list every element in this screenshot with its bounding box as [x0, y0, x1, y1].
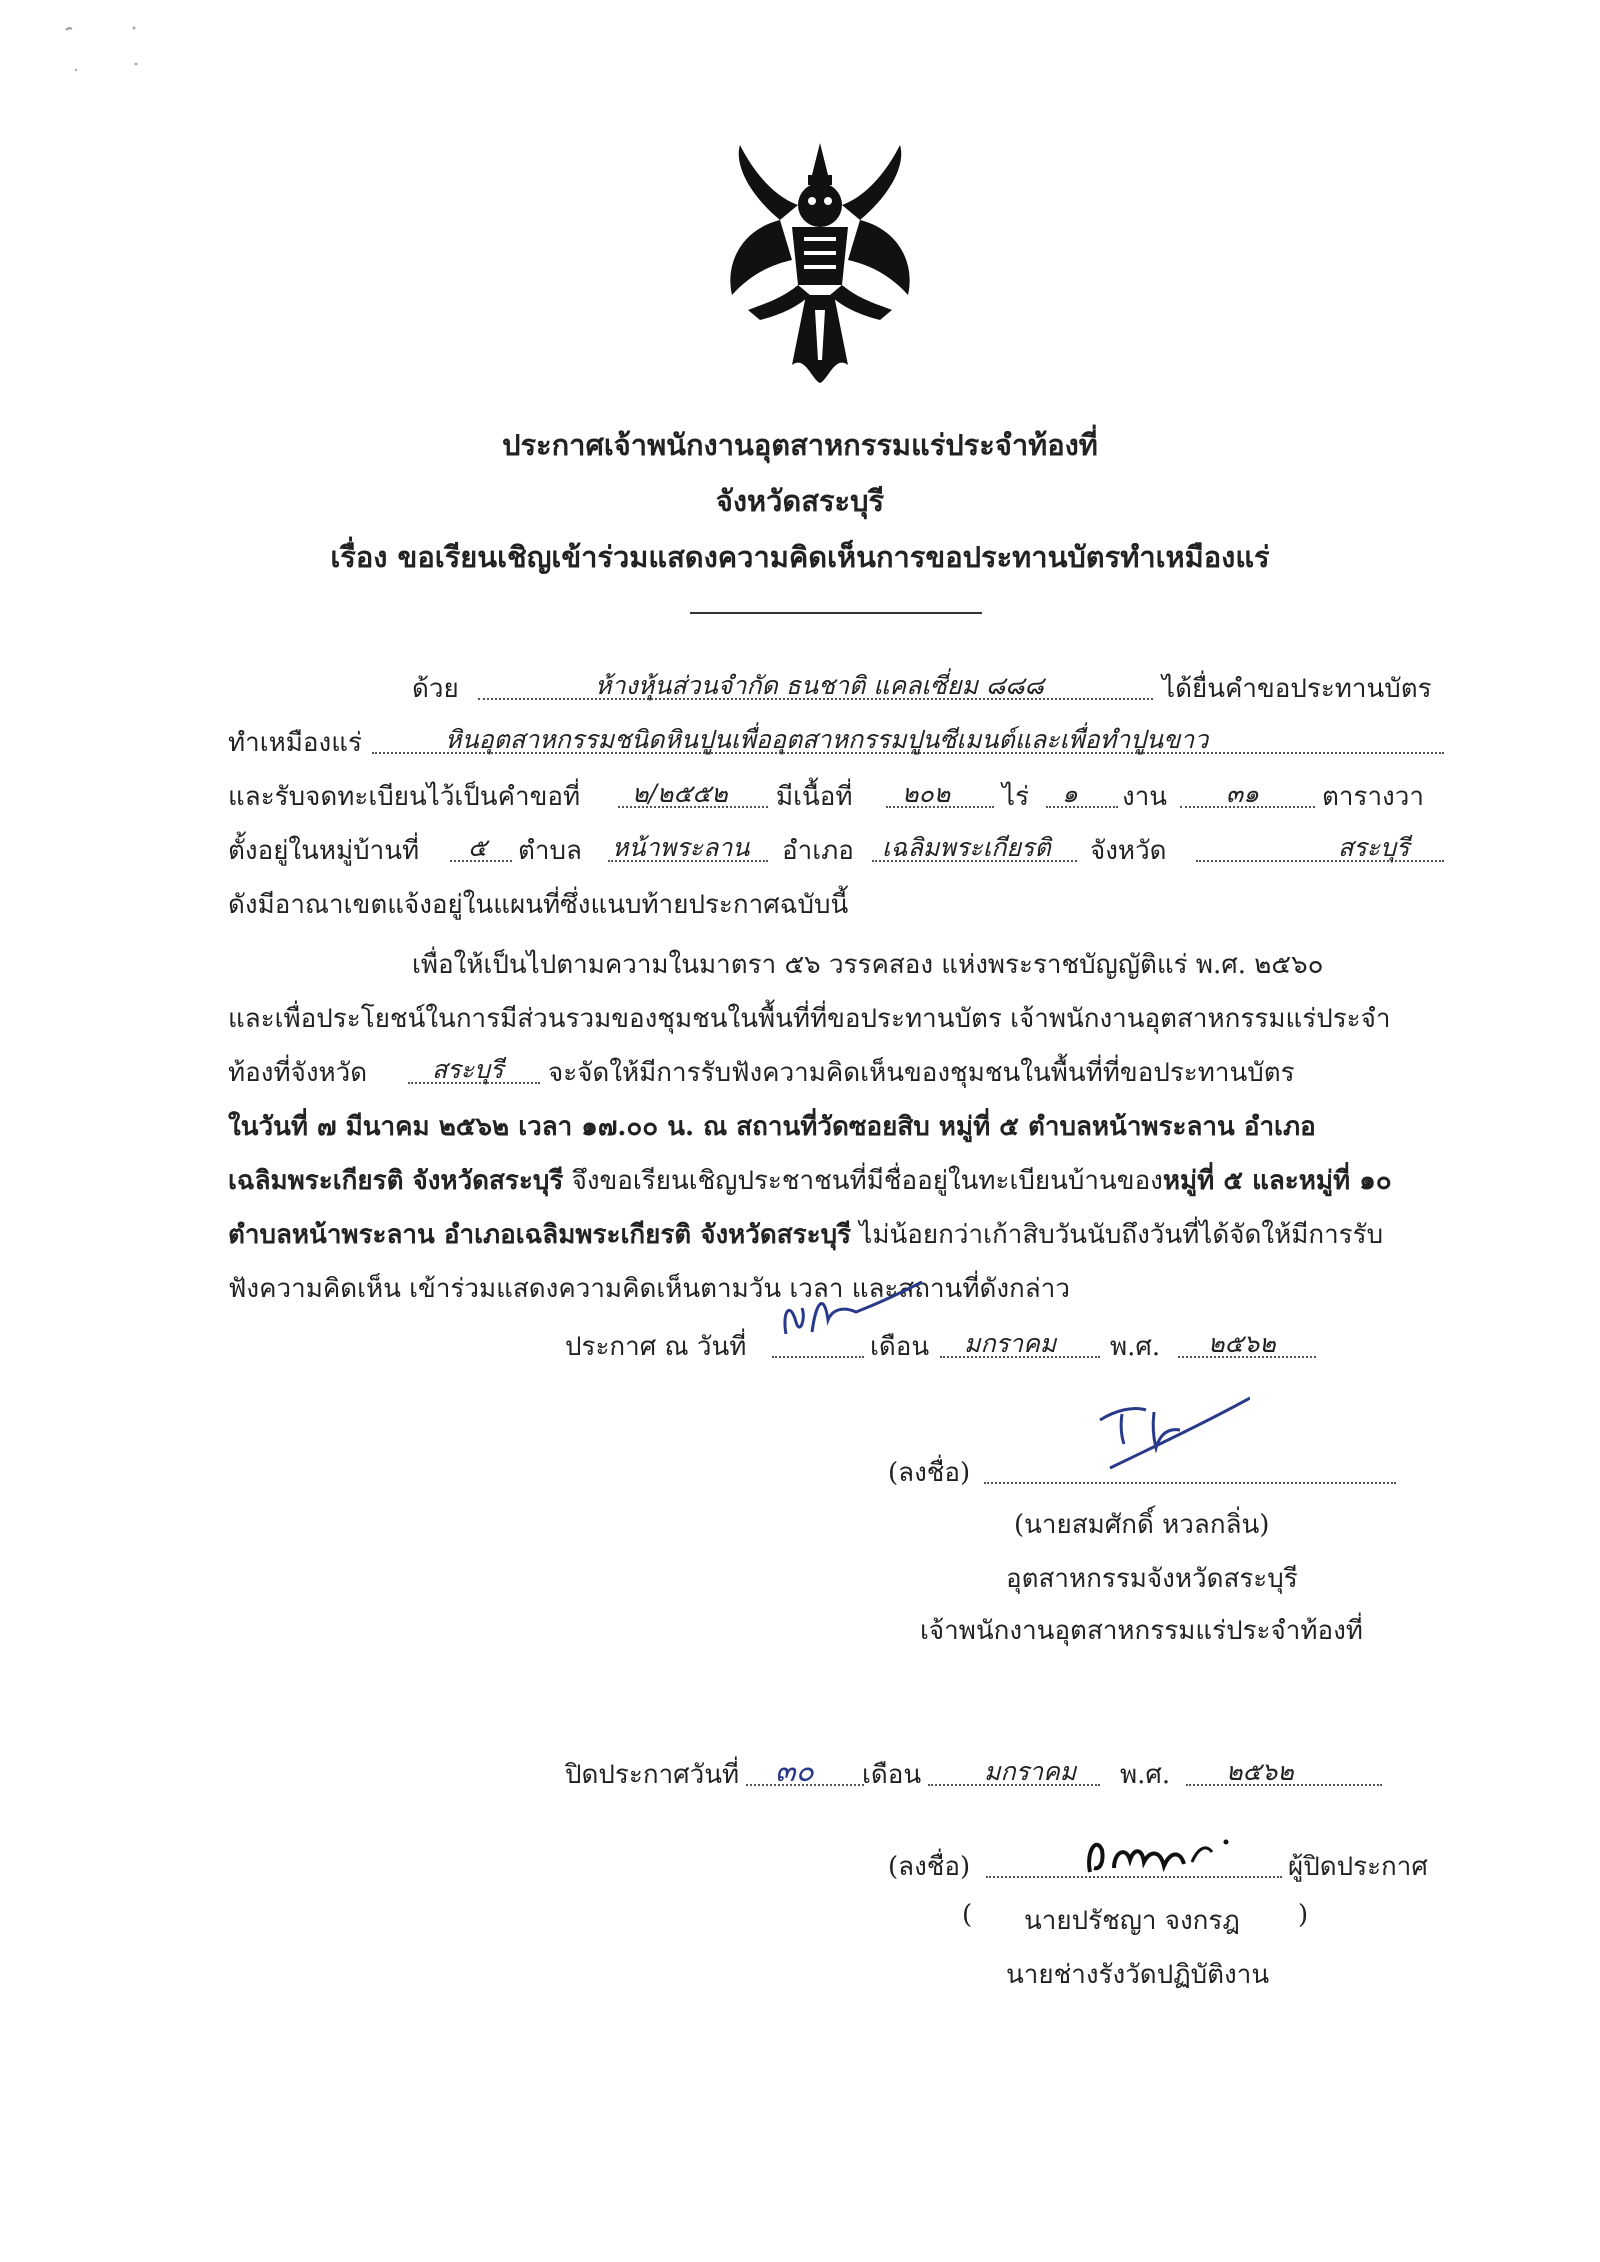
poster-sign-label: (ลงชื่อ) [888, 1852, 971, 1882]
district: เฉลิมพระเกียรติ [882, 833, 1051, 862]
village-number: ๕ [468, 833, 487, 862]
poster-paren-close: ) [1298, 1900, 1309, 1930]
p2-line-1: เพื่อให้เป็นไปตามความในมาตรา ๕๖ วรรคสอง แห่งพระราชบัญญัติแร่ พ.ศ. ๒๕๖๐ [412, 950, 1324, 980]
poster-position: นายช่างรังวัดปฏิบัติงาน [1006, 1960, 1270, 1990]
p2-line-5-bold-b: หมู่ที่ ๕ และหมู่ที่ ๑๐ [1162, 1166, 1392, 1196]
closing-day: ๓๐ [775, 1754, 814, 1789]
heading-line-2: จังหวัดสระบุรี [715, 484, 885, 518]
area-ngan: ๑ [1062, 779, 1078, 808]
mineral-type: หินอุตสาหกรรมชนิดหินปูนเพื่ออุตสาหกรรมปูนซีเมนต์และเพื่อทำปูนขาว [445, 725, 1209, 754]
officer-signature-image [1050, 1392, 1250, 1472]
announce-year: ๒๕๖๒ [1208, 1329, 1276, 1358]
closing-year: ๒๕๖๒ [1226, 1757, 1294, 1786]
officer-sign-label: (ลงชื่อ) [888, 1458, 971, 1488]
poster-role: ผู้ปิดประกาศ [1288, 1852, 1428, 1882]
p1-map-note: ดังมีอาณาเขตแจ้งอยู่ในแผนที่ซึ่งแนบท้ายประกาศฉบับนี้ [228, 890, 849, 920]
poster-name: นายปรัชญา จงกรฎ [1024, 1906, 1240, 1936]
p2-line-7: ฟังความคิดเห็น เข้าร่วมแสดงความคิดเห็นตามวัน เวลา และสถานที่ดังกล่าว [228, 1274, 1070, 1304]
p2-line-5-bold-a: เฉลิมพระเกียรติ จังหวัดสระบุรี [228, 1166, 564, 1196]
closing-year-label: พ.ศ. [1120, 1760, 1171, 1790]
officer-name: (นายสมศักดิ์ หวลกลิ่น) [1014, 1510, 1270, 1540]
p2-line-6-rest: ไม่น้อยกว่าเก้าสิบวันนับถึงวันที่ได้จัดให้มีการรับ [851, 1220, 1384, 1250]
p1-request-label: ได้ยื่นคำขอประทานบัตร [1162, 674, 1432, 704]
p1-register-label: และรับจดทะเบียนไว้เป็นคำขอที่ [228, 782, 581, 812]
area-rai: ๒๐๒ [902, 779, 951, 808]
announce-month: มกราคม [964, 1329, 1057, 1358]
officer-sign-blank [984, 1482, 1396, 1484]
request-number: ๒/๒๕๕๒ [632, 779, 728, 808]
closing-date-label: ปิดประกาศวันที่ [565, 1760, 740, 1790]
p1-mining-label: ทำเหมืองแร่ [228, 728, 362, 758]
garuda-emblem-icon [720, 135, 920, 385]
ngan-unit: งาน [1122, 782, 1168, 812]
announce-date-label: ประกาศ ณ วันที่ [565, 1332, 747, 1362]
officer-title-1: อุตสาหกรรมจังหวัดสระบุรี [1006, 1564, 1298, 1594]
p2-line-6 [228, 1214, 1383, 1255]
officer-title-2: เจ้าพนักงานอุตสาหกรรมแร่ประจำท้องที่ [920, 1616, 1363, 1646]
subdistrict-label: ตำบล [518, 836, 582, 866]
announce-month-label: เดือน [870, 1332, 930, 1362]
announce-year-label: พ.ศ. [1110, 1332, 1161, 1362]
scan-specks [40, 22, 160, 82]
subdistrict: หน้าพระลาน [612, 833, 750, 862]
area-label: มีเนื้อที่ [776, 782, 853, 812]
p2-line-2: และเพื่อประโยชน์ในการมีส่วนรวมของชุมชนในพื้นที่ที่ขอประทานบัตร เจ้าพนักงานอุตสาหกรรมแร่ประจำ [228, 1004, 1391, 1034]
province: สระบุรี [1338, 833, 1410, 862]
p2-line-6-bold: ตำบลหน้าพระลาน อำเภอเฉลิมพระเกียรติ จังหวัดสระบุรี [228, 1220, 852, 1250]
heading-line-1: ประกาศเจ้าพนักงานอุตสาหกรรมแร่ประจำท้องที่ [502, 428, 1098, 462]
ngan-blank [1046, 806, 1118, 808]
village-label: ตั้งอยู่ในหมู่บ้านที่ [228, 836, 420, 866]
district-label: อำเภอ [782, 836, 854, 866]
p2-province-label: ท้องที่จังหวัด [228, 1058, 368, 1088]
rai-unit: ไร่ [1002, 782, 1030, 812]
p2-line-5 [228, 1160, 1392, 1201]
poster-signature-image [1080, 1822, 1260, 1882]
p1-prefix: ด้วย [412, 674, 459, 704]
announce-day-blank [772, 1356, 864, 1358]
applicant-name: ห้างหุ้นส่วนจำกัด ธนชาติ แคลเซี่ยม ๘๘๘ [595, 671, 1044, 700]
heading-divider [690, 612, 982, 614]
area-wa: ๓๑ [1226, 779, 1259, 808]
p2-line-5-mid: จึงขอเรียนเชิญประชาชนที่มีชื่ออยู่ในทะเบียนบ้านของ [563, 1166, 1163, 1196]
p2-province: สระบุรี [432, 1055, 504, 1084]
poster-paren-open: ( [962, 1900, 973, 1930]
closing-month: มกราคม [984, 1757, 1077, 1786]
p2-line-3-rest: จะจัดให้มีการรับฟังความคิดเห็นของชุมชนในพื้นที่ที่ขอประทานบัตร [548, 1058, 1295, 1088]
p2-hearing-date: ในวันที่ ๗ มีนาคม ๒๕๖๒ เวลา ๑๗.๐๐ น. ณ สถานที่วัดซอยสิบ หมู่ที่ ๕ ตำบลหน้าพระลาน อำเภอ [228, 1112, 1316, 1142]
closing-month-label: เดือน [862, 1760, 922, 1790]
heading-line-3: เรื่อง ขอเรียนเชิญเข้าร่วมแสดงความคิดเห็นการขอประทานบัตรทำเหมืองแร่ [330, 540, 1270, 574]
province-label: จังหวัด [1090, 836, 1167, 866]
wa-unit: ตารางวา [1322, 782, 1424, 812]
